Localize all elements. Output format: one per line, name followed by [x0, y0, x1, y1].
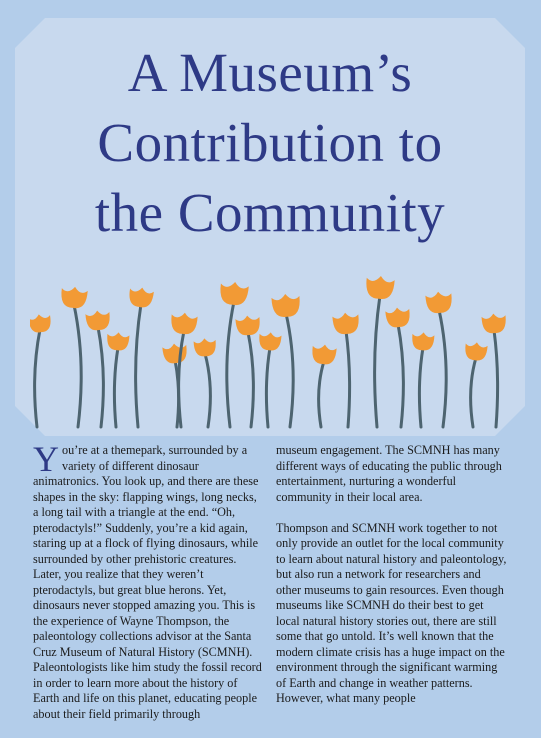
flower-stem: [266, 348, 270, 427]
poppy-flower: [332, 312, 360, 427]
flower-head: [411, 332, 434, 351]
poppy-flower: [162, 342, 188, 427]
flower-stem: [114, 348, 118, 427]
article-column-left: [33, 439, 264, 738]
poppy-flower: [60, 285, 88, 427]
poppy-flower: [258, 331, 282, 427]
flower-stem: [419, 348, 423, 427]
article-paragraph: Thompson and SCMNH work together to not only provide an outlet for the local community to learn about natural history and paleontology, but also run a network for researchers and other museums to gain resources. Even though museums like SCMNH do their best to get local natural history stories out, there are still some that go untold. It’s well known that the modern climate crisis has a huge impact on the environment through the significant warming of Earth and change in weather patterns. However, what many people: [276, 520, 507, 705]
poppy-flower: [170, 312, 198, 427]
poppy-flower: [271, 293, 301, 427]
flower-head: [311, 343, 337, 365]
poppy-flower: [219, 281, 249, 427]
flower-head: [162, 342, 188, 364]
flower-head: [193, 338, 216, 357]
flower-head: [106, 332, 129, 351]
poppy-flower: [464, 341, 488, 427]
flower-head: [85, 310, 111, 332]
flower-head: [128, 286, 155, 309]
title-line-1: A Museum’s: [127, 42, 413, 103]
flower-head: [425, 291, 453, 314]
poppy-flower: [30, 313, 52, 427]
poppy-flower: [385, 306, 411, 427]
flower-head: [235, 315, 261, 337]
article-body: [33, 439, 523, 721]
flower-head: [365, 275, 395, 300]
flower-head: [385, 306, 411, 328]
flower-stem: [227, 301, 234, 427]
flower-stem: [179, 331, 184, 427]
article-column-right: [276, 443, 507, 722]
article-paragraph: [33, 439, 264, 722]
flower-stem: [35, 330, 40, 427]
flower-head: [271, 293, 301, 318]
poppy-flower: [235, 315, 261, 427]
flower-head: [30, 313, 52, 334]
poppy-flower: [411, 332, 434, 427]
flower-stem: [398, 324, 403, 427]
flower-stem: [74, 305, 81, 427]
page-title: [15, 38, 525, 248]
flower-stem: [471, 358, 476, 427]
flower-head: [219, 281, 249, 307]
article-paragraph: museum engagement. The SCMNH has many different ways of educating the public through entertainment, nurturing a wonderful community in their local area.: [276, 443, 502, 504]
flower-head: [332, 312, 360, 335]
title-line-3: the Community: [94, 182, 446, 243]
paragraph-text: ou’re at a themepark, surrounded by a variety of different dinosaur animatronics. You look up, and there are these shapes in the sky: flapping wings, long necks, a long tail with a triangle at the end. “Oh, pterodactyls!” Suddenly, you’re a kid again, staring up at a flock of flying dinosaurs, while surrounded by other prehistoric creatures. Later, you realize that they weren’t pterodactyls, but great blue herons. Yet, dinosaurs never stopped amazing you. This is the experience of Wayne Thompson, the paleontology collections advisor at the Santa Cruz Museum of Natural History (SCMNH). Paleontologists like him study the fossil record in order to learn more about the history of Earth and life on this planet, educating people about their field primarily through: [33, 443, 262, 721]
flower-stem: [136, 304, 141, 427]
poppy-flower: [481, 313, 506, 427]
flower-head: [170, 312, 198, 335]
poppy-flower: [128, 286, 155, 427]
flower-stem: [375, 295, 380, 427]
poppy-flower: [106, 332, 129, 427]
poppy-flower: [193, 338, 216, 427]
flower-head: [481, 313, 506, 334]
poppy-flower: [311, 343, 337, 427]
flower-stem: [346, 331, 350, 427]
flower-head: [60, 285, 88, 309]
title-line-2: Contribution to: [97, 112, 443, 173]
poppy-flowers-illustration: [30, 275, 520, 435]
flower-stem: [439, 310, 446, 427]
flower-head: [258, 331, 282, 351]
flower-stem: [494, 330, 498, 427]
flower-stem: [248, 332, 253, 427]
poppy-flower: [425, 291, 453, 427]
flower-stem: [205, 354, 210, 427]
poppy-flower: [85, 310, 111, 427]
flower-head: [464, 341, 488, 361]
flower-stem: [286, 313, 293, 427]
drop-cap: Y: [33, 439, 59, 479]
flower-stem: [319, 361, 324, 427]
poppy-flower: [365, 275, 395, 427]
flower-stem: [98, 327, 103, 427]
